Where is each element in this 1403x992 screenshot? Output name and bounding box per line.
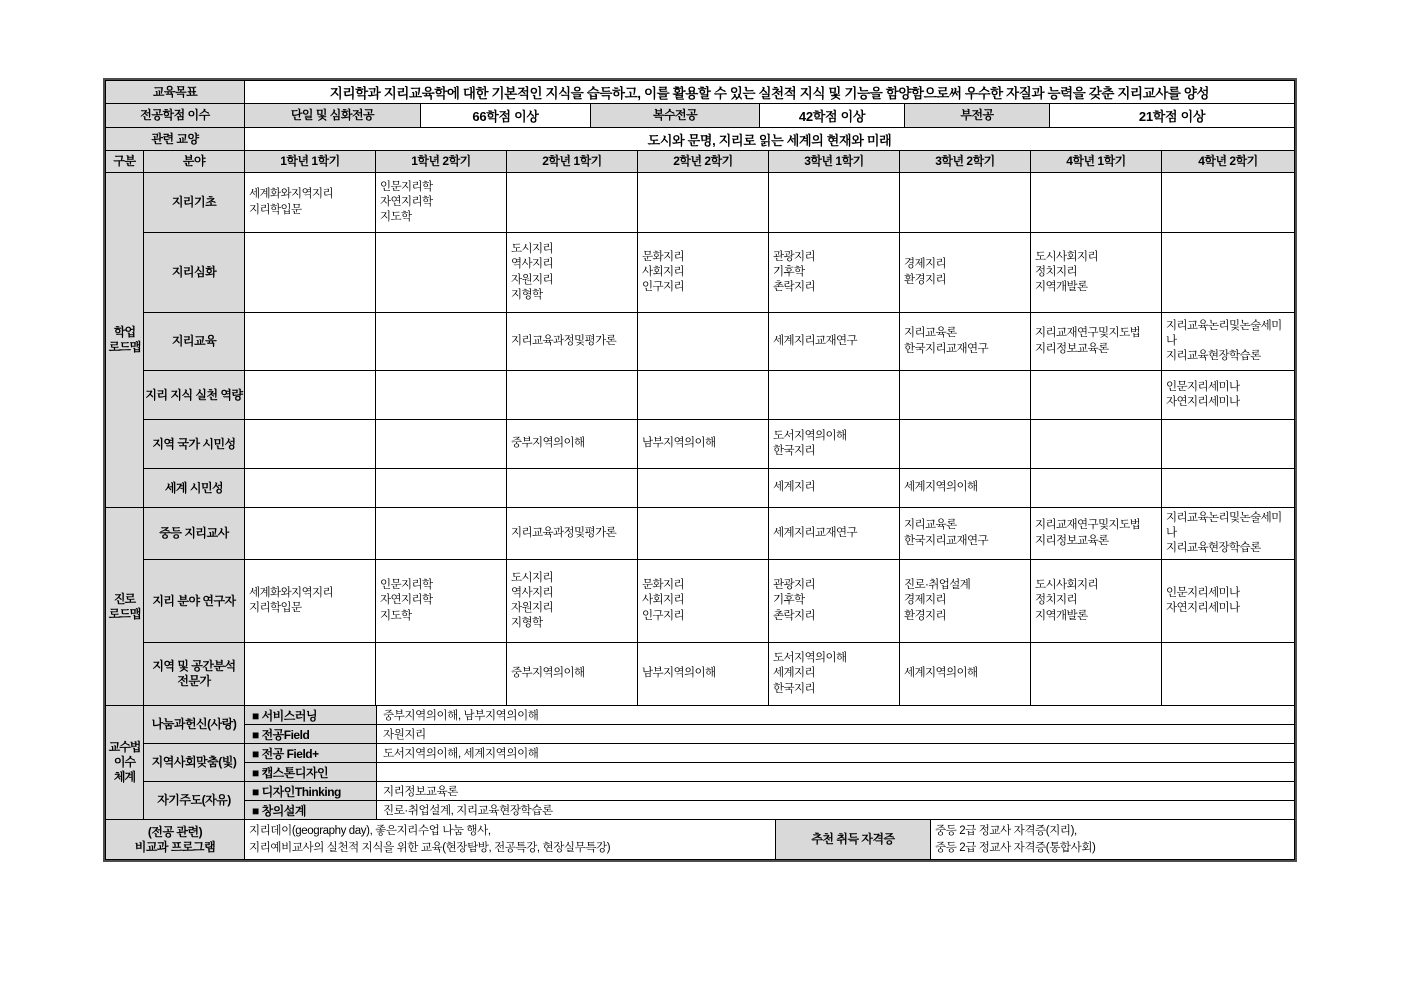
course-cell: 지리교재연구및지도법 지리정보교육론 bbox=[1031, 313, 1162, 371]
course-cell: 도시지리 역사지리 자원지리 지형학 bbox=[507, 233, 638, 313]
course-cell: 지리교육과정및평가론 bbox=[507, 508, 638, 560]
course-cell bbox=[245, 643, 376, 706]
pedagogy-row bbox=[106, 801, 1295, 820]
pedagogy-course-list bbox=[377, 763, 1295, 782]
course-cell bbox=[376, 508, 507, 560]
course-cell: 세계지리교재연구 bbox=[769, 508, 900, 560]
roadmap-row bbox=[106, 469, 1295, 508]
course-cell: 세계화와지역지리 지리학입문 bbox=[245, 173, 376, 233]
pedagogy-item-label: ■ 창의설계 bbox=[245, 801, 377, 820]
pedagogy-group-label: 자기주도(자유) bbox=[144, 782, 245, 820]
course-cell: 지리교육론 한국지리교재연구 bbox=[900, 313, 1031, 371]
liberal-arts-text: 도시와 문명, 지리로 읽는 세계의 현재와 미래 bbox=[245, 128, 1295, 151]
course-cell bbox=[1162, 173, 1295, 233]
roadmap-row bbox=[106, 233, 1295, 313]
course-cell: 지리교육과정및평가론 bbox=[507, 313, 638, 371]
roadmap-field-label: 지역 국가 시민성 bbox=[144, 420, 245, 469]
course-cell bbox=[638, 173, 769, 233]
course-cell bbox=[507, 469, 638, 508]
course-cell: 남부지역의이해 bbox=[638, 643, 769, 706]
course-cell: 세계지리교재연구 bbox=[769, 313, 900, 371]
course-cell: 인문지리세미나 자연지리세미나 bbox=[1162, 560, 1295, 643]
course-cell: 지리교육론 한국지리교재연구 bbox=[900, 508, 1031, 560]
liberal-arts-row bbox=[106, 128, 1295, 151]
course-cell: 세계지역의이해 bbox=[900, 643, 1031, 706]
course-cell bbox=[1162, 469, 1295, 508]
extracurricular-label: (전공 관련) 비교과 프로그램 bbox=[106, 820, 245, 860]
course-cell bbox=[1031, 420, 1162, 469]
column-header-y4s1: 4학년 1학기 bbox=[1031, 151, 1162, 173]
course-cell bbox=[507, 371, 638, 420]
course-cell: 도시지리 역사지리 자원지리 지형학 bbox=[507, 560, 638, 643]
course-cell bbox=[1031, 173, 1162, 233]
pedagogy-row bbox=[106, 706, 1295, 725]
course-cell bbox=[245, 371, 376, 420]
course-cell: 중부지역의이해 bbox=[507, 643, 638, 706]
column-header-y3s1: 3학년 1학기 bbox=[769, 151, 900, 173]
minor-label: 부전공 bbox=[905, 104, 1050, 128]
course-cell bbox=[900, 371, 1031, 420]
course-cell bbox=[245, 313, 376, 371]
course-cell: 관광지리 기후학 촌락지리 bbox=[769, 233, 900, 313]
column-header-y2s1: 2학년 1학기 bbox=[507, 151, 638, 173]
pedagogy-table bbox=[105, 705, 1295, 820]
pedagogy-group-label: 지역사회맞춤(빛) bbox=[144, 744, 245, 782]
extra-program-table bbox=[105, 819, 1295, 860]
roadmap-row bbox=[106, 560, 1295, 643]
course-cell: 도시사회지리 정치지리 지역개발론 bbox=[1031, 560, 1162, 643]
course-cell bbox=[769, 371, 900, 420]
course-cell: 인문지리학 자연지리학 지도학 bbox=[376, 173, 507, 233]
double-major-label: 복수전공 bbox=[591, 104, 760, 128]
course-cell bbox=[1162, 233, 1295, 313]
roadmap-field-label: 지리기초 bbox=[144, 173, 245, 233]
education-goal-row bbox=[106, 81, 1295, 104]
roadmap-row bbox=[106, 643, 1295, 706]
roadmap-field-label: 세계 시민성 bbox=[144, 469, 245, 508]
course-cell: 도시사회지리 정치지리 지역개발론 bbox=[1031, 233, 1162, 313]
course-cell bbox=[245, 469, 376, 508]
pedagogy-row bbox=[106, 744, 1295, 763]
course-cell: 지리교육논리및논술세미나 지리교육현장학습론 bbox=[1162, 313, 1295, 371]
course-cell bbox=[900, 173, 1031, 233]
roadmap-field-label: 지역 및 공간분석 전문가 bbox=[144, 643, 245, 706]
roadmap-row bbox=[106, 420, 1295, 469]
course-cell: 남부지역의이해 bbox=[638, 420, 769, 469]
column-header-y2s2: 2학년 2학기 bbox=[638, 151, 769, 173]
roadmap-field-label: 중등 지리교사 bbox=[144, 508, 245, 560]
major-credits-row bbox=[106, 104, 1295, 128]
pedagogy-course-list: 자원지리 bbox=[377, 725, 1295, 744]
course-cell bbox=[638, 469, 769, 508]
course-cell: 관광지리 기후학 촌락지리 bbox=[769, 560, 900, 643]
roadmap-field-label: 지리 지식 실천 역량 bbox=[144, 371, 245, 420]
course-cell bbox=[376, 313, 507, 371]
grid-header-row bbox=[106, 151, 1295, 173]
column-header-y1s1: 1학년 1학기 bbox=[245, 151, 376, 173]
column-header-y4s2: 4학년 2학기 bbox=[1162, 151, 1295, 173]
course-cell bbox=[1031, 643, 1162, 706]
course-cell: 도서지역의이해 한국지리 bbox=[769, 420, 900, 469]
roadmap-field-label: 지리 분야 연구자 bbox=[144, 560, 245, 643]
single-major-label: 단일 및 심화전공 bbox=[245, 104, 421, 128]
course-cell bbox=[1162, 420, 1295, 469]
pedagogy-item-label: ■ 캡스톤디자인 bbox=[245, 763, 377, 782]
course-cell bbox=[638, 508, 769, 560]
roadmap-row bbox=[106, 313, 1295, 371]
pedagogy-section-label: 교수법 이수 체계 bbox=[106, 706, 144, 820]
course-cell bbox=[638, 371, 769, 420]
pedagogy-item-label: ■ 전공 Field+ bbox=[245, 744, 377, 763]
course-cell bbox=[245, 508, 376, 560]
course-cell: 세계지리 bbox=[769, 469, 900, 508]
course-cell: 세계화와지역지리 지리학입문 bbox=[245, 560, 376, 643]
extra-program-row bbox=[106, 820, 1295, 860]
column-header-category: 구분 bbox=[106, 151, 144, 173]
course-cell bbox=[376, 643, 507, 706]
course-cell bbox=[376, 469, 507, 508]
course-cell: 문화지리 사회지리 인구지리 bbox=[638, 560, 769, 643]
course-cell bbox=[376, 371, 507, 420]
pedagogy-course-list: 진로·취업설계, 지리교육현장학습론 bbox=[377, 801, 1295, 820]
pedagogy-course-list: 지리정보교육론 bbox=[377, 782, 1295, 801]
course-cell bbox=[507, 173, 638, 233]
top-summary-table bbox=[105, 80, 1295, 151]
minor-credits: 21학점 이상 bbox=[1050, 104, 1295, 128]
roadmap-row bbox=[106, 371, 1295, 420]
single-major-credits: 66학점 이상 bbox=[421, 104, 591, 128]
roadmap-row bbox=[106, 508, 1295, 560]
certificate-text: 중등 2급 정교사 자격증(지리), 중등 2급 정교사 자격증(통합사회) bbox=[931, 820, 1295, 860]
roadmap-field-label: 지리심화 bbox=[144, 233, 245, 313]
course-cell bbox=[1031, 469, 1162, 508]
course-cell bbox=[245, 233, 376, 313]
pedagogy-row bbox=[106, 725, 1295, 744]
course-cell bbox=[245, 420, 376, 469]
course-cell bbox=[900, 420, 1031, 469]
course-cell bbox=[376, 233, 507, 313]
pedagogy-course-list: 도서지역의이해, 세계지역의이해 bbox=[377, 744, 1295, 763]
pedagogy-item-label: ■ 서비스러닝 bbox=[245, 706, 377, 725]
course-cell bbox=[638, 313, 769, 371]
column-header-field: 분야 bbox=[144, 151, 245, 173]
curriculum-roadmap-table bbox=[103, 78, 1297, 862]
extracurricular-text: 지리데이(geography day), 좋은지리수업 나눔 행사, 지리예비교사의 실천적 지식을 위한 교육(현장탐방, 전공특강, 현장실무특강) bbox=[245, 820, 776, 860]
pedagogy-item-label: ■ 전공Field bbox=[245, 725, 377, 744]
education-goal-text: 지리학과 지리교육학에 대한 기본적인 지식을 습득하고, 이를 활용할 수 있는 실천적 지식 및 기능을 함양함으로써 우수한 자질과 능력을 갖춘 지리교사를 양성 bbox=[245, 81, 1295, 104]
course-cell bbox=[769, 173, 900, 233]
roadmap-field-label: 지리교육 bbox=[144, 313, 245, 371]
pedagogy-group-label: 나눔과헌신(사랑) bbox=[144, 706, 245, 744]
roadmap-grid-table bbox=[105, 150, 1295, 706]
double-major-credits: 42학점 이상 bbox=[760, 104, 905, 128]
pedagogy-row bbox=[106, 763, 1295, 782]
course-cell: 경제지리 환경지리 bbox=[900, 233, 1031, 313]
course-cell: 진로·취업설계 경제지리 환경지리 bbox=[900, 560, 1031, 643]
course-cell bbox=[1031, 371, 1162, 420]
course-cell bbox=[1162, 643, 1295, 706]
pedagogy-course-list: 중부지역의이해, 남부지역의이해 bbox=[377, 706, 1295, 725]
liberal-arts-label: 관련 교양 bbox=[106, 128, 245, 151]
column-header-y3s2: 3학년 2학기 bbox=[900, 151, 1031, 173]
roadmap-section-label: 진로 로드맵 bbox=[106, 508, 144, 706]
pedagogy-item-label: ■ 디자인Thinking bbox=[245, 782, 377, 801]
roadmap-section-label: 학업 로드맵 bbox=[106, 173, 144, 508]
column-header-y1s2: 1학년 2학기 bbox=[376, 151, 507, 173]
course-cell: 세계지역의이해 bbox=[900, 469, 1031, 508]
course-cell: 인문지리학 자연지리학 지도학 bbox=[376, 560, 507, 643]
course-cell: 중부지역의이해 bbox=[507, 420, 638, 469]
pedagogy-row bbox=[106, 782, 1295, 801]
major-credits-label: 전공학점 이수 bbox=[106, 104, 245, 128]
roadmap-row bbox=[106, 173, 1295, 233]
course-cell bbox=[376, 420, 507, 469]
course-cell: 지리교육논리및논술세미나 지리교육현장학습론 bbox=[1162, 508, 1295, 560]
certificate-label: 추천 취득 자격증 bbox=[776, 820, 931, 860]
course-cell: 문화지리 사회지리 인구지리 bbox=[638, 233, 769, 313]
course-cell: 인문지리세미나 자연지리세미나 bbox=[1162, 371, 1295, 420]
education-goal-label: 교육목표 bbox=[106, 81, 245, 104]
course-cell: 도서지역의이해 세계지리 한국지리 bbox=[769, 643, 900, 706]
course-cell: 지리교재연구및지도법 지리정보교육론 bbox=[1031, 508, 1162, 560]
